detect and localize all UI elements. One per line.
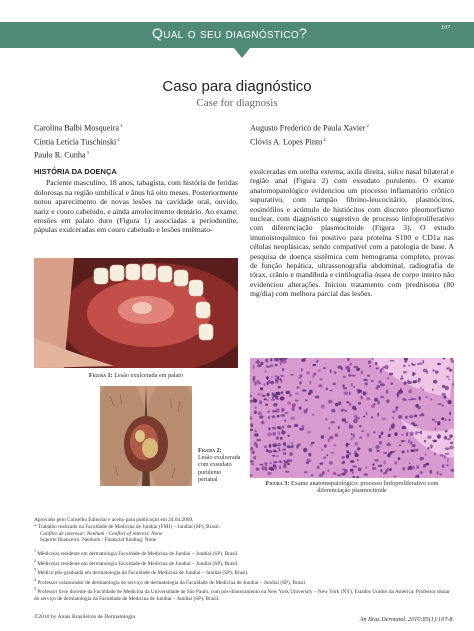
- author: Clóvis A. Lopes Pinto$^4$: [250, 136, 326, 147]
- arrow-down-icon: [234, 48, 250, 58]
- figure-1-image: [34, 258, 238, 368]
- footnotes: [34, 517, 454, 603]
- affiliation-note: $^3$ Médico pós-graduada em dermatologia da Faculdade de Medicina de Jundiaí – Jundiaí (SP), Brasil.: [34, 567, 249, 577]
- body-paragraph: exulceradas em orelha externa, axila direita, sulco nasal bilateral e região anal (Figura 2) com exsudato purulento. O exame anatomopatológico evidenciou um processo inflamatório crônico supurativo, com tampão fibrino-leucocitário, plasmócitos, eosinófilos e acúmulo de histiócitos com discreto pleomorfismo nuclear, com diagnóstico sugestivo de processo linfoproliferativo com diferenciação plasmocitoide (Figura 3). O estudo imunoistoquímico foi positivo para proteína S100 e CD1a nas células neoplásicas, sendo compatível com a patologia de base. A pesquisa de doença sistêmica com hemograma completo, provas de função hepática, ultrassonografia abdominal, radiografia de tórax, crânio e mandíbula e cintilografia óssea de corpo inteiro não evidenciou alterações. Iniciou tratamento com prednisona (80 mg/dia) com melhora parcial das lesões.: [250, 167, 454, 299]
- figure-3-image: [250, 358, 454, 478]
- affiliation-note: $^5$ Professor livre docente da Faculdade de Medicina da Universidade de São Paulo, com pós-doutoramento na New York University – New York (NY), Estados Unidos da América. Professor titular do serviço de dermatologia da Faculdade de Medicina de Jundiaí – Jundiaí (SP), Brasil.: [34, 586, 450, 602]
- affiliation-note: $^2$ Médico(a) residente em dermatologia Faculdade de Medicina de Jundiaí – Jundiaí (SP), Brasil.: [34, 557, 239, 567]
- page-number: 107: [441, 25, 450, 31]
- authors-right: [250, 120, 369, 147]
- body-column-right: [250, 167, 454, 299]
- figure-1-caption: Figura 1: Lesão exulcerada em palato: [88, 372, 184, 379]
- section-heading: HISTÓRIA DA DOENÇA: [34, 167, 117, 176]
- section-header-bar: [0, 22, 474, 48]
- institution-note: * Trabalho realizado na Faculdade de Medicina de Jundiaí (FMJ) – Jundiaí (SP), Brasil.: [34, 523, 221, 530]
- affiliation-note: $^1$ Médico(a) residente em dermatologia Faculdade de Medicina de Jundiaí – Jundiaí (SP), Brasil.: [34, 548, 239, 557]
- author: Cíntia Letícia Tuschinski$^2$: [34, 136, 120, 147]
- funding-note: Suporte financeiro: Nenhum / Financial funding: None: [40, 537, 157, 544]
- figure-3-caption: Figura 3: Exame anatomopatológico: processo linfoproliferativo com diferenciação plasmocitoide: [265, 480, 439, 495]
- figure-2-caption: Figura 2: Lesão exulcerada com exsudato purulento perianal: [198, 448, 241, 483]
- journal-citation: An Bras Dermatol. 2010;85(1):107-8.: [359, 616, 454, 623]
- figure-2-image: [100, 386, 192, 486]
- author: Paulo R. Cunha$^3$: [34, 150, 89, 161]
- approval-note: Aprovado pelo Conselho Editorial e aceito para publicação em 24.04.2009.: [34, 517, 194, 523]
- section-title: Qual o seu diagnóstico?: [152, 25, 308, 41]
- article-subtitle: Case for diagnosis: [196, 97, 278, 109]
- affiliation-note: $^4$ Professor colaborador de dermatologia do serviço de dermatologia da Faculdade de Medicina de Jundiaí – Jundiaí (SP), Brasil.: [34, 576, 307, 586]
- authors-left: [34, 120, 122, 161]
- article-title: Caso para diagnóstico: [162, 78, 312, 95]
- copyright: ©2010 by Anais Brasileiros de Dermatologia: [34, 614, 136, 620]
- conflict-note: Conflito de interesse: Nenhum / Conflict of interest: None: [40, 530, 163, 537]
- body-paragraph: Paciente masculino, 18 anos, tabagista, com história de feridas dolorosas na região umbilical e ânus há oito meses. Posteriormente notou aparecimento de novas lesões na cavidade oral, ouvido, nariz e couro cabeludo, e ainda amolecimento dentário. Ao exame: erosões em palato duro (Figura 1) associadas a periodontite, pápulas exulceradas em couro cabeludo e lesões entêmato-: [34, 178, 238, 235]
- body-column-left: [34, 167, 238, 235]
- author: Augusto Frederico de Paula Xavier$^2$: [250, 123, 369, 133]
- author: Carolina Balbi Mosqueira$^1$: [34, 123, 123, 133]
